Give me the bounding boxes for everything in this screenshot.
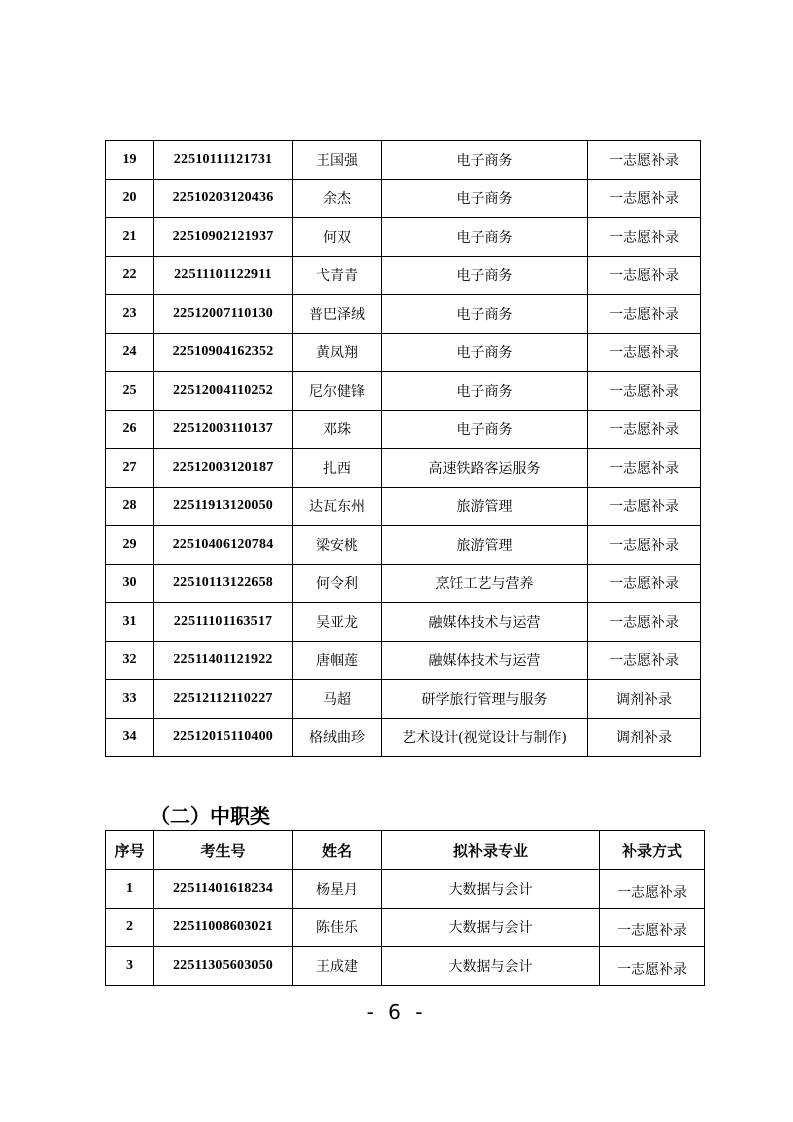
vocational-admission-table [105, 830, 705, 986]
cell-name: 何令利 [293, 564, 382, 603]
cell-name: 吴亚龙 [293, 603, 382, 642]
table-row [106, 947, 705, 986]
cell-name: 余杰 [293, 179, 382, 218]
cell-mode: 一志愿补录 [600, 908, 705, 947]
cell-major: 电子商务 [382, 256, 588, 295]
cell-no: 32 [106, 641, 154, 680]
cell-no: 30 [106, 564, 154, 603]
cell-name: 邓珠 [293, 410, 382, 449]
cell-student-id: 22510113122658 [154, 564, 293, 603]
cell-name: 达瓦东州 [293, 487, 382, 526]
cell-mode: 一志愿补录 [588, 256, 701, 295]
cell-name: 唐帼莲 [293, 641, 382, 680]
cell-student-id: 22511008603021 [154, 908, 293, 947]
cell-major: 艺术设计(视觉设计与制作) [382, 718, 588, 757]
page-number: - 6 - [366, 1000, 427, 1024]
cell-major: 融媒体技术与运营 [382, 603, 588, 642]
cell-student-id: 22512004110252 [154, 372, 293, 411]
cell-name: 黄凤翔 [293, 333, 382, 372]
cell-name: 王成建 [293, 947, 382, 986]
cell-major: 大数据与会计 [382, 908, 600, 947]
table-row [106, 179, 701, 218]
cell-name: 杨星月 [293, 870, 382, 909]
cell-mode: 一志愿补录 [588, 641, 701, 680]
table-row [106, 870, 705, 909]
cell-mode: 一志愿补录 [588, 603, 701, 642]
cell-student-id: 22511101163517 [154, 603, 293, 642]
table-body [106, 870, 705, 986]
cell-student-id: 22511101122911 [154, 256, 293, 295]
cell-no: 20 [106, 179, 154, 218]
cell-student-id: 22512007110130 [154, 295, 293, 334]
cell-no: 23 [106, 295, 154, 334]
cell-name: 弋青青 [293, 256, 382, 295]
table-row [106, 372, 701, 411]
cell-mode: 一志愿补录 [600, 947, 705, 986]
cell-no: 34 [106, 718, 154, 757]
cell-student-id: 22512112110227 [154, 680, 293, 719]
cell-student-id: 22512015110400 [154, 718, 293, 757]
header-id: 考生号 [154, 831, 293, 870]
cell-major: 研学旅行管理与服务 [382, 680, 588, 719]
table-row [106, 641, 701, 680]
cell-student-id: 22510203120436 [154, 179, 293, 218]
cell-no: 24 [106, 333, 154, 372]
cell-mode: 一志愿补录 [588, 179, 701, 218]
header-mode: 补录方式 [600, 831, 705, 870]
cell-major: 旅游管理 [382, 526, 588, 565]
header-major: 拟补录专业 [382, 831, 600, 870]
table-row [106, 526, 701, 565]
table-row [106, 718, 701, 757]
cell-student-id: 22511401121922 [154, 641, 293, 680]
cell-major: 大数据与会计 [382, 947, 600, 986]
cell-no: 27 [106, 449, 154, 488]
cell-name: 马超 [293, 680, 382, 719]
cell-no: 3 [106, 947, 154, 986]
cell-mode: 一志愿补录 [588, 449, 701, 488]
cell-no: 2 [106, 908, 154, 947]
table-row [106, 487, 701, 526]
cell-major: 融媒体技术与运营 [382, 641, 588, 680]
cell-no: 25 [106, 372, 154, 411]
table-row [106, 141, 701, 180]
cell-major: 旅游管理 [382, 487, 588, 526]
cell-no: 1 [106, 870, 154, 909]
cell-student-id: 22511913120050 [154, 487, 293, 526]
table-row [106, 449, 701, 488]
cell-no: 29 [106, 526, 154, 565]
cell-mode: 一志愿补录 [588, 333, 701, 372]
cell-mode: 一志愿补录 [588, 487, 701, 526]
cell-name: 普巴泽绒 [293, 295, 382, 334]
cell-student-id: 22512003110137 [154, 410, 293, 449]
cell-name: 扎西 [293, 449, 382, 488]
cell-name: 格绒曲珍 [293, 718, 382, 757]
cell-major: 电子商务 [382, 295, 588, 334]
table-body [106, 141, 701, 757]
cell-student-id: 22510902121937 [154, 218, 293, 257]
table-row [106, 410, 701, 449]
table-row [106, 908, 705, 947]
cell-name: 何双 [293, 218, 382, 257]
cell-major: 电子商务 [382, 141, 588, 180]
table-row [106, 256, 701, 295]
cell-major: 电子商务 [382, 410, 588, 449]
cell-no: 31 [106, 603, 154, 642]
cell-student-id: 22510904162352 [154, 333, 293, 372]
table-row [106, 333, 701, 372]
cell-mode: 一志愿补录 [588, 218, 701, 257]
cell-major: 电子商务 [382, 333, 588, 372]
cell-name: 王国强 [293, 141, 382, 180]
cell-student-id: 22512003120187 [154, 449, 293, 488]
cell-name: 尼尔健锋 [293, 372, 382, 411]
table-row [106, 680, 701, 719]
cell-mode: 一志愿补录 [588, 372, 701, 411]
cell-major: 电子商务 [382, 218, 588, 257]
cell-mode: 一志愿补录 [588, 564, 701, 603]
cell-no: 22 [106, 256, 154, 295]
cell-no: 26 [106, 410, 154, 449]
cell-student-id: 22510111121731 [154, 141, 293, 180]
section-title: （二）中职类 [150, 804, 270, 828]
cell-student-id: 22510406120784 [154, 526, 293, 565]
table-row [106, 564, 701, 603]
cell-mode: 调剂补录 [588, 680, 701, 719]
cell-major: 大数据与会计 [382, 870, 600, 909]
cell-student-id: 22511305603050 [154, 947, 293, 986]
cell-mode: 一志愿补录 [588, 410, 701, 449]
cell-student-id: 22511401618234 [154, 870, 293, 909]
cell-name: 梁安桃 [293, 526, 382, 565]
cell-mode: 调剂补录 [588, 718, 701, 757]
table-row [106, 603, 701, 642]
admission-table-continued [105, 140, 701, 757]
cell-major: 电子商务 [382, 372, 588, 411]
cell-no: 33 [106, 680, 154, 719]
cell-major: 高速铁路客运服务 [382, 449, 588, 488]
cell-major: 电子商务 [382, 179, 588, 218]
cell-mode: 一志愿补录 [588, 295, 701, 334]
header-no: 序号 [106, 831, 154, 870]
cell-mode: 一志愿补录 [588, 141, 701, 180]
table-row [106, 218, 701, 257]
table-header-row [106, 831, 705, 870]
cell-no: 28 [106, 487, 154, 526]
cell-major: 烹饪工艺与营养 [382, 564, 588, 603]
cell-name: 陈佳乐 [293, 908, 382, 947]
header-name: 姓名 [293, 831, 382, 870]
table-row [106, 295, 701, 334]
cell-no: 19 [106, 141, 154, 180]
cell-mode: 一志愿补录 [588, 526, 701, 565]
cell-mode: 一志愿补录 [600, 870, 705, 909]
cell-no: 21 [106, 218, 154, 257]
